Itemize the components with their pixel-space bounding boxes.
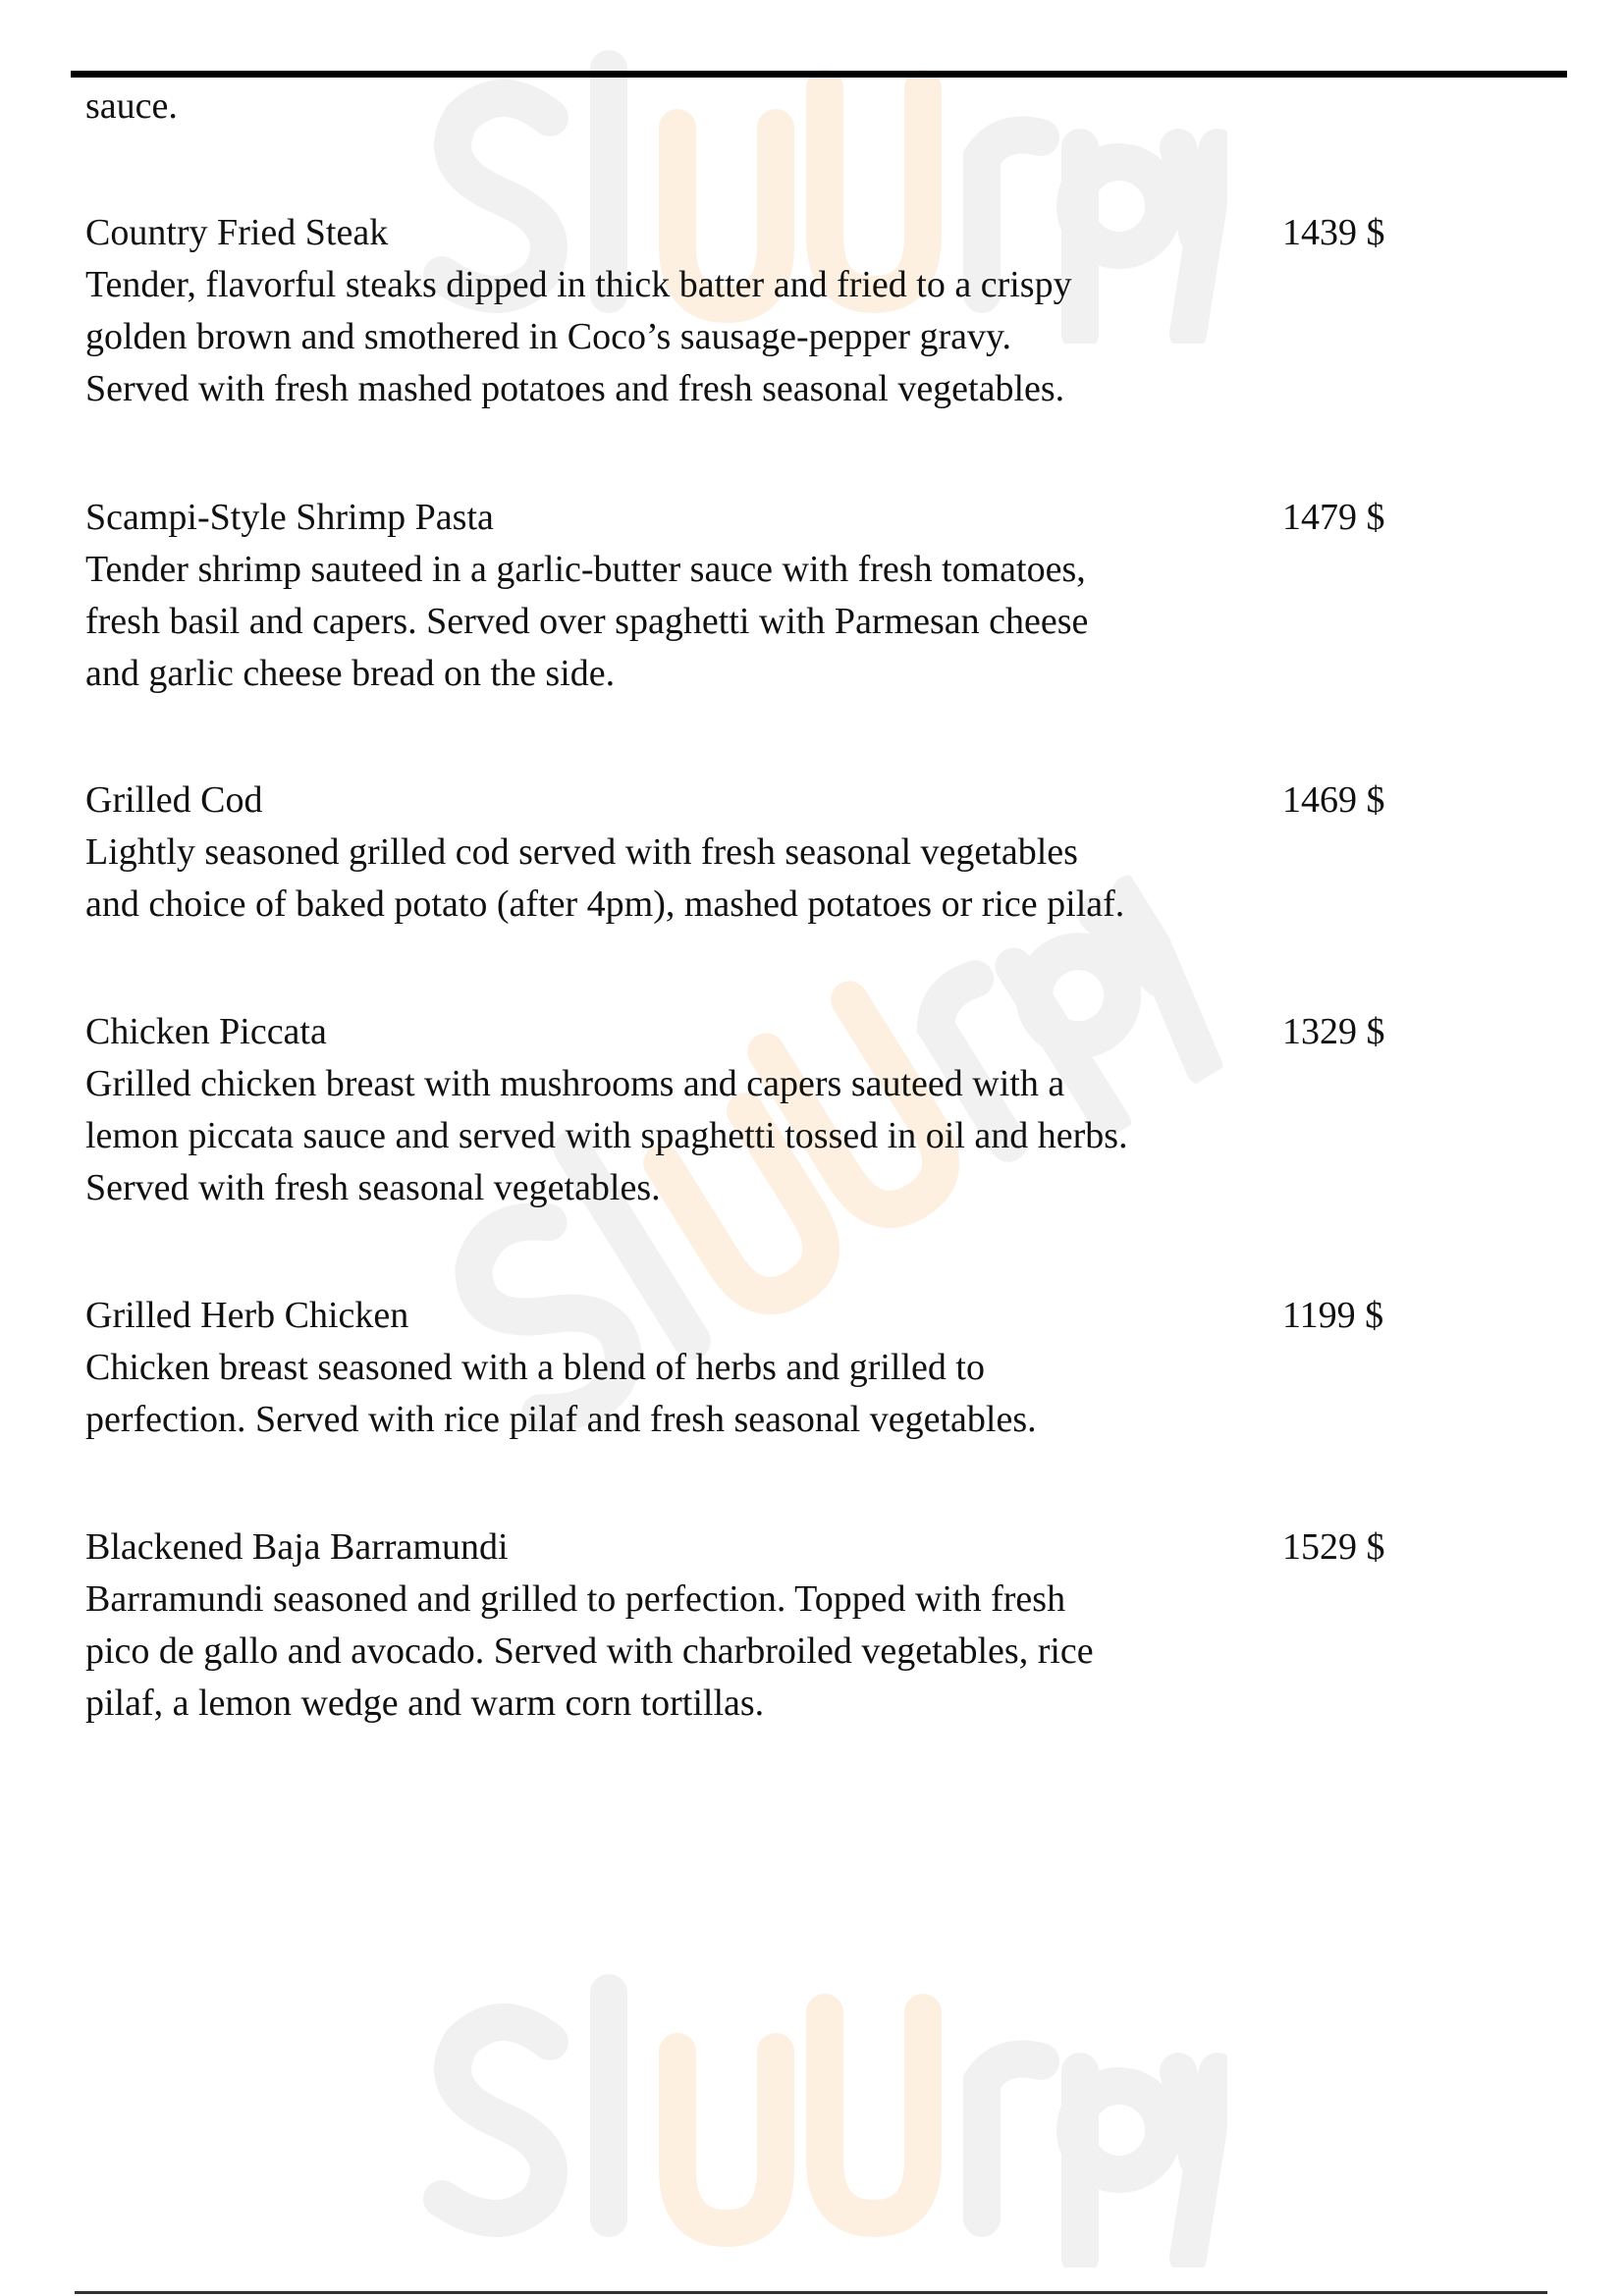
item-price: 1439 $ — [1282, 212, 1385, 253]
item-price: 1199 $ — [1282, 1295, 1384, 1336]
item-description-line: golden brown and smothered in Coco’s sausage-pepper gravy. — [85, 316, 1012, 357]
item-price: 1529 $ — [1282, 1526, 1385, 1568]
menu-item — [85, 207, 1264, 415]
item-price: 1479 $ — [1282, 497, 1385, 538]
menu-item — [85, 1006, 1264, 1214]
bottom-rule — [75, 2291, 1547, 2294]
item-description-line: pico de gallo and avocado. Served with charbroiled vegetables, rice — [85, 1630, 1094, 1672]
item-description-line: and choice of baked potato (after 4pm), mashed potatoes or rice pilaf. — [85, 883, 1125, 925]
item-description-line: Tender shrimp sauteed in a garlic-butter sauce with fresh tomatoes, — [85, 549, 1086, 590]
top-rule — [71, 71, 1567, 78]
item-description-line: lemon piccata sauce and served with spaghetti tossed in oil and herbs. — [85, 1115, 1128, 1156]
item-description-line: and garlic cheese bread on the side. — [85, 653, 616, 694]
menu-item — [85, 1290, 1264, 1446]
item-description-line: Served with fresh mashed potatoes and fresh seasonal vegetables. — [85, 368, 1065, 409]
continuation-text — [85, 80, 1264, 133]
item-description-line: pilaf, a lemon wedge and warm corn tortillas. — [85, 1682, 765, 1724]
menu-item — [85, 774, 1264, 931]
item-name: Grilled Cod — [85, 779, 263, 821]
item-description-line: Chicken breast seasoned with a blend of herbs and grilled to — [85, 1347, 985, 1388]
item-description-line: Grilled chicken breast with mushrooms and capers sauteed with a — [85, 1063, 1065, 1104]
item-name: Scampi-Style Shrimp Pasta — [85, 497, 494, 538]
item-name: Grilled Herb Chicken — [85, 1295, 409, 1336]
item-name: Chicken Piccata — [85, 1011, 327, 1052]
item-description-line: Barramundi seasoned and grilled to perfection. Topped with fresh — [85, 1578, 1066, 1620]
item-description-line: Served with fresh seasonal vegetables. — [85, 1167, 661, 1208]
item-description-line: Tender, flavorful steaks dipped in thick batter and fried to a crispy — [85, 264, 1072, 305]
item-price: 1469 $ — [1282, 779, 1385, 821]
continuation-line: sauce. — [85, 85, 178, 127]
item-description-line: Lightly seasoned grilled cod served with fresh seasonal vegetables — [85, 831, 1078, 873]
menu-item — [85, 492, 1264, 700]
item-name: Blackened Baja Barramundi — [85, 1526, 509, 1568]
item-price: 1329 $ — [1282, 1011, 1385, 1052]
item-description-line: perfection. Served with rice pilaf and fresh seasonal vegetables. — [85, 1399, 1037, 1440]
item-description-line: fresh basil and capers. Served over spaghetti with Parmesan cheese — [85, 601, 1089, 642]
menu-item — [85, 1522, 1264, 1730]
slurpy-logo-icon — [403, 1973, 1227, 2268]
item-name: Country Fried Steak — [85, 212, 389, 253]
watermark-logo — [403, 1973, 1227, 2268]
